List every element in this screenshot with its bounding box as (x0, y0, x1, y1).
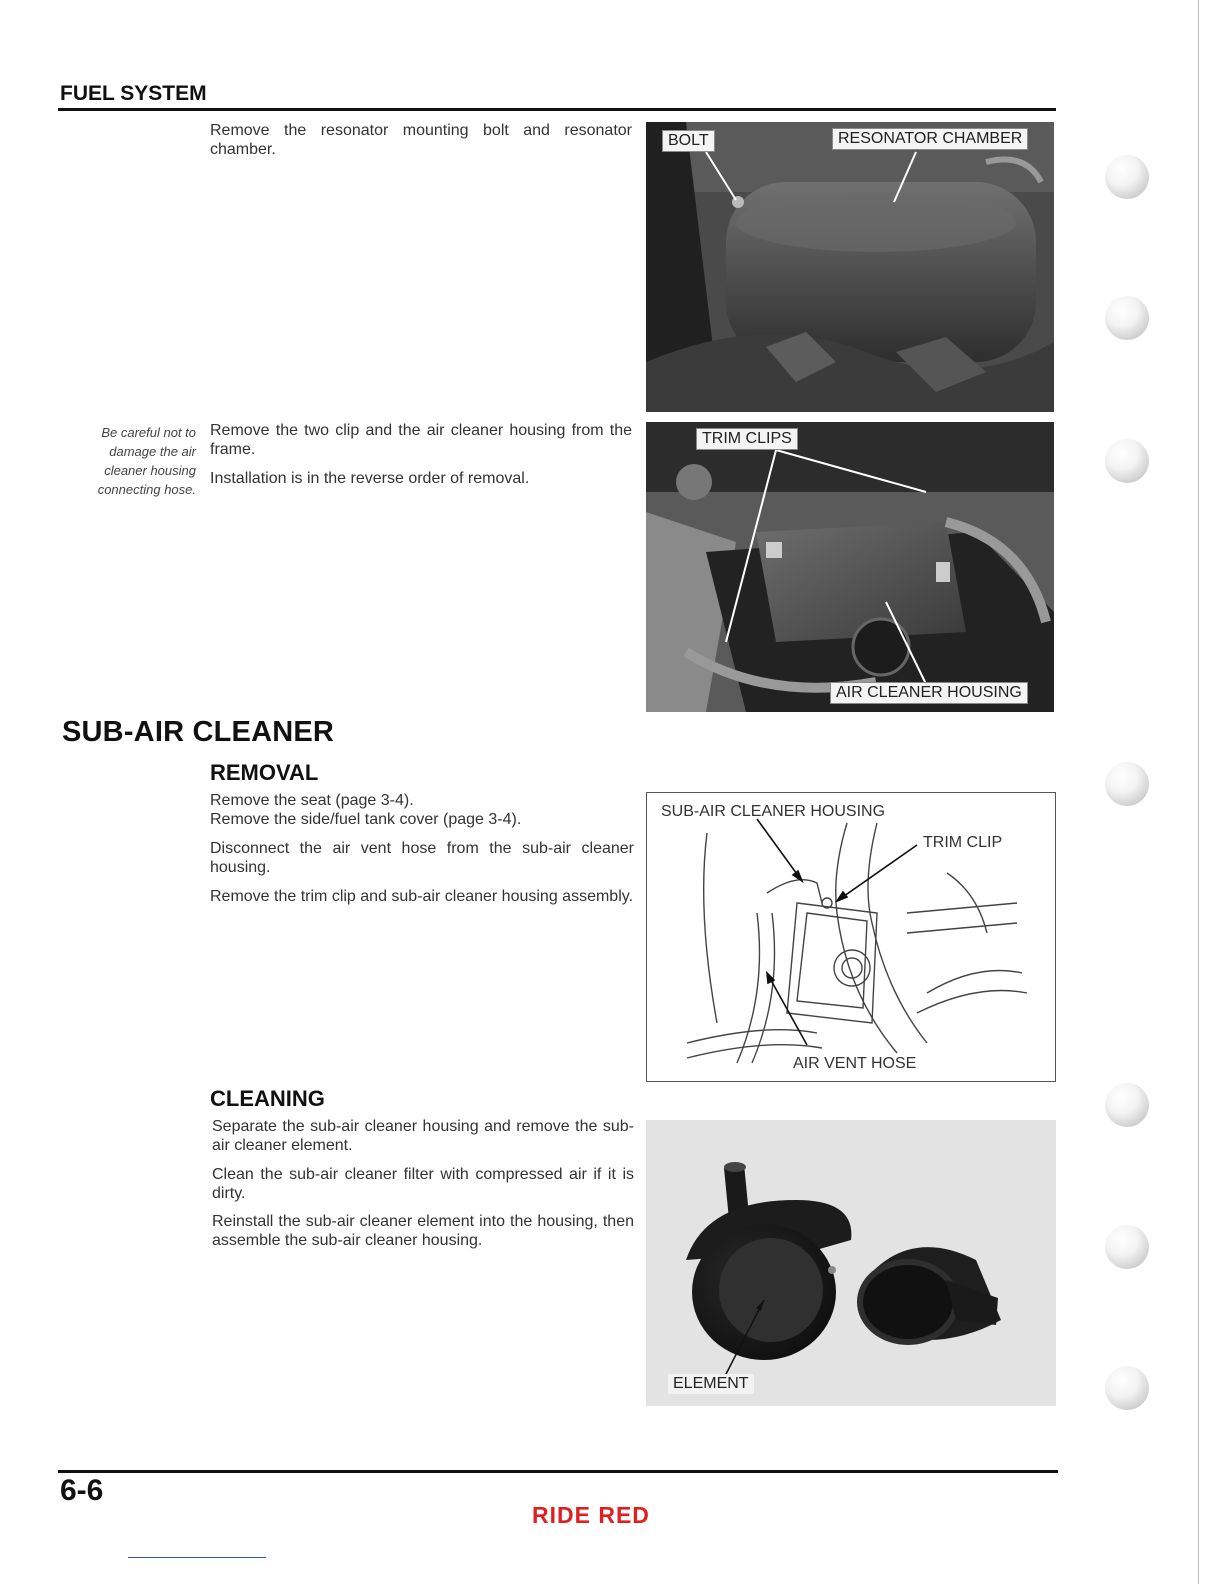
trim-clips-label: TRIM CLIPS (696, 428, 798, 450)
element-label: ELEMENT (668, 1374, 754, 1394)
section-tab-dot (1105, 1083, 1149, 1127)
element-photo (646, 1120, 1056, 1406)
sub-air-cleaner-heading: SUB-AIR CLEANER (62, 716, 335, 748)
air-cleaner-housing-label: AIR CLEANER HOUSING (830, 682, 1028, 704)
section-tab-dot (1105, 762, 1149, 806)
resonator-photo (646, 122, 1054, 412)
page-edge (1198, 0, 1199, 1584)
cleaning-heading: CLEANING (210, 1086, 325, 1111)
clean-filter-step: Clean the sub-air cleaner filter with compressed air if it is dirty. (212, 1166, 634, 1202)
section-tab-dot (1105, 1225, 1149, 1269)
element-photo-image (646, 1120, 1056, 1406)
air-cleaner-removal-instruction: Remove the two clip and the air cleaner housing from the frame. (210, 422, 632, 458)
resonator-photo-image (646, 122, 1054, 412)
sub-air-housing-label: SUB-AIR CLEANER HOUSING (661, 803, 886, 820)
section-tab-dot (1105, 1366, 1149, 1410)
separate-housing-step: Separate the sub-air cleaner housing and remove the sub-air cleaner element. (212, 1118, 634, 1154)
page-number: 6-6 (60, 1474, 104, 1507)
section-tab-dot (1105, 439, 1149, 483)
disconnect-hose-step: Disconnect the air vent hose from the sub-air cleaner housing. (210, 840, 634, 876)
bolt-label: BOLT (662, 130, 715, 152)
header-rule (58, 108, 1056, 111)
ride-red-logo: RIDE RED (532, 1502, 650, 1528)
remove-cover-step: Remove the side/fuel tank cover (page 3-4). (210, 811, 522, 828)
air-cleaner-photo (646, 422, 1054, 712)
section-header: FUEL SYSTEM (60, 82, 207, 105)
remove-seat-step: Remove the seat (page 3-4). (210, 792, 414, 809)
footer-link-underline (128, 1557, 266, 1558)
footer-rule (58, 1470, 1058, 1473)
section-tab-dot (1105, 155, 1149, 199)
installation-note: Installation is in the reverse order of removal. (210, 470, 530, 487)
removal-heading: REMOVAL (210, 760, 319, 785)
resonator-chamber-label: RESONATOR CHAMBER (832, 128, 1028, 150)
air-cleaner-photo-image (646, 422, 1054, 712)
trim-clip-label: TRIM CLIP (923, 834, 1003, 851)
caution-side-note: Be careful not to damage the air cleaner housing connecting hose. (97, 425, 196, 497)
sub-air-cleaner-diagram (646, 792, 1056, 1082)
remove-trim-clip-step: Remove the trim clip and sub-air cleaner housing assembly. (210, 888, 634, 905)
resonator-instruction: Remove the resonator mounting bolt and resonator chamber. (210, 122, 632, 158)
air-vent-hose-label: AIR VENT HOSE (793, 1055, 917, 1072)
reinstall-element-step: Reinstall the sub-air cleaner element into the housing, then assemble the sub-air cleaner housing. (212, 1213, 634, 1249)
section-tab-dot (1105, 296, 1149, 340)
